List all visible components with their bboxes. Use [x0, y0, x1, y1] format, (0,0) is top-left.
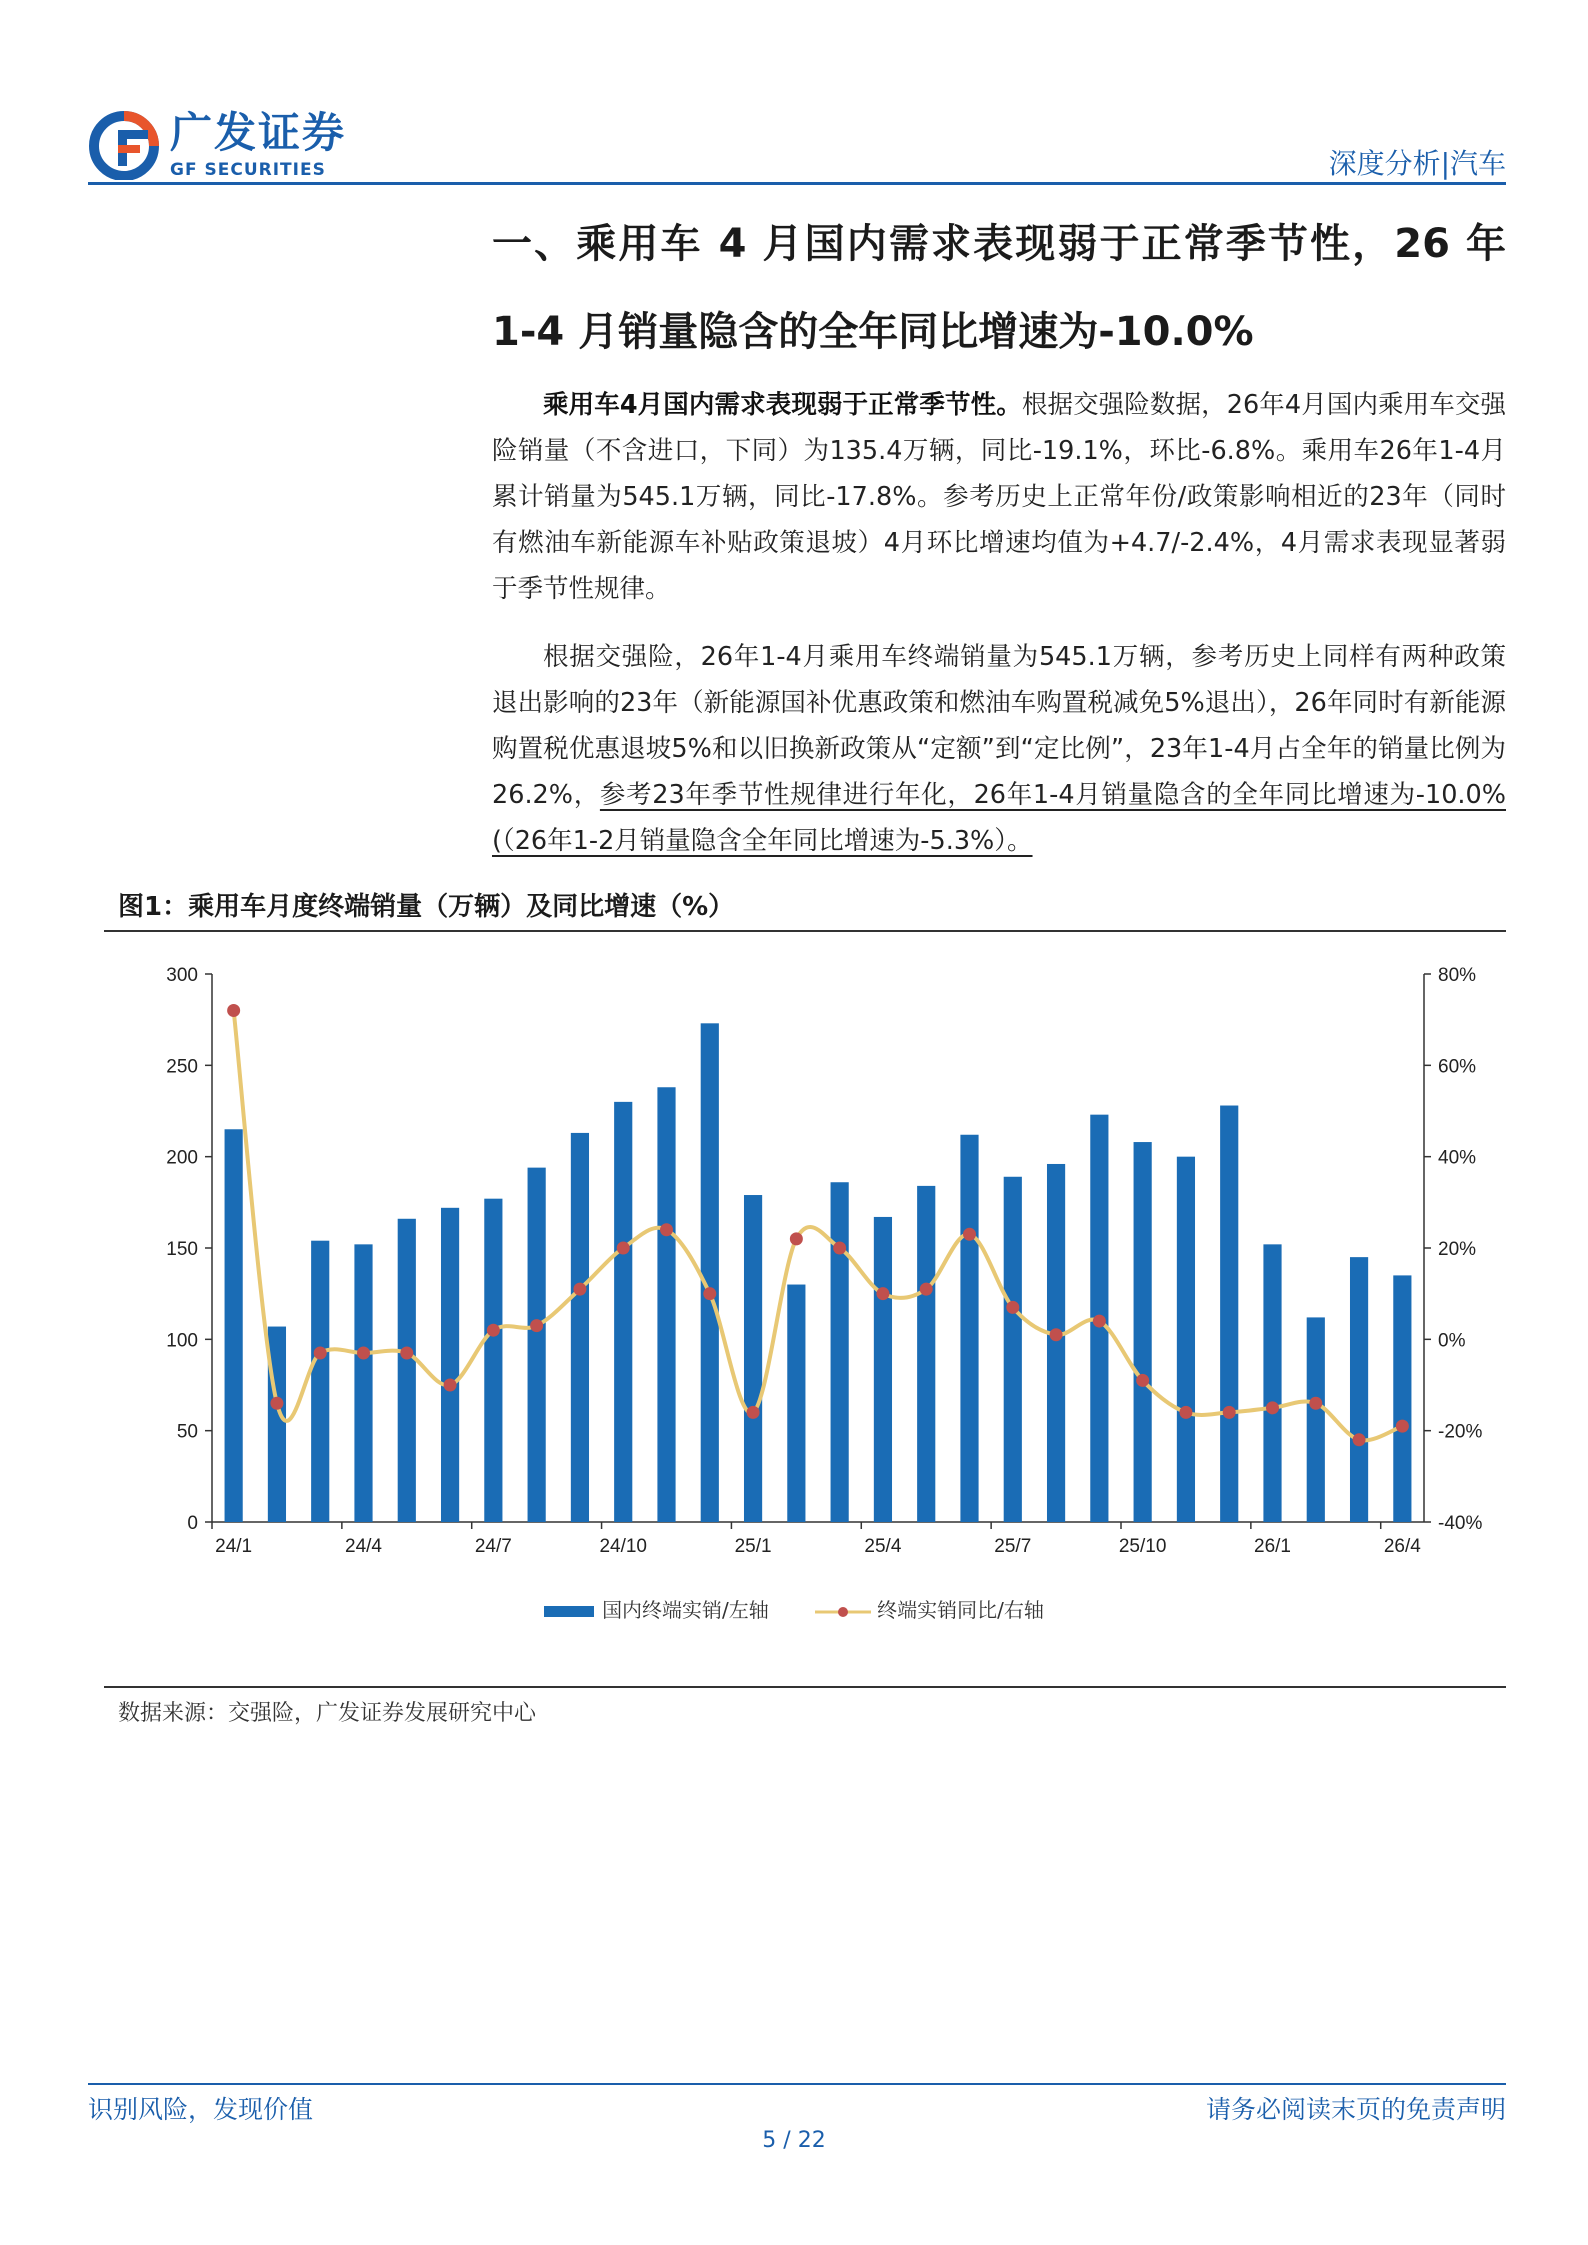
- yoy-point-24/12: [703, 1287, 716, 1300]
- paragraph-2: [492, 634, 1506, 864]
- figure-top-rule: [104, 930, 1506, 932]
- chart-bars: [225, 1023, 1412, 1522]
- yoy-point-25/2: [790, 1232, 803, 1245]
- bar-26/2: [1307, 1317, 1325, 1522]
- bar-25/12: [1220, 1106, 1238, 1522]
- x-tick-label: 25/1: [734, 1536, 772, 1557]
- bar-25/10: [1134, 1142, 1152, 1522]
- paragraph-1: [492, 382, 1506, 612]
- yoy-point-24/10: [617, 1242, 630, 1255]
- y-left-tick-label: 300: [166, 965, 198, 986]
- legend-line-swatch: [815, 1605, 871, 1619]
- yoy-point-24/4: [357, 1347, 370, 1360]
- yoy-point-25/6: [963, 1228, 976, 1241]
- bar-24/1: [225, 1129, 243, 1522]
- bar-24/6: [441, 1208, 459, 1522]
- x-tick-label: 24/7: [474, 1536, 512, 1557]
- footer-divider: [88, 2083, 1506, 2085]
- paragraph-1-body: 根据交强险数据，26年4月国内乘用车交强险销量（不含进口，下同）为135.4万辆，同比-19.1%，环比-6.8%。乘用车26年1-4月累计销量为545.1万辆，同比-17.8%。参考历史上正常年份/政策影响相近的23年（同时有燃油车新能源车补贴政策退坡）4月环比增速均值为+4.7/-2.4%，4月需求表现显著弱于季节性规律。: [492, 390, 1506, 604]
- bar-24/8: [528, 1168, 546, 1522]
- x-tick-label: 26/4: [1383, 1536, 1421, 1557]
- bar-25/5: [917, 1186, 935, 1522]
- figure-title: 图1：乘用车月度终端销量（万辆）及同比增速（%）: [118, 892, 735, 922]
- section-title: 一、乘用车 4 月国内需求表现弱于正常季节性，26 年 1-4 月销量隐含的全年同比增速为-10.0%: [492, 221, 1506, 355]
- x-tick-label: 24/1: [215, 1536, 253, 1557]
- y-left-tick-label: 200: [166, 1147, 198, 1169]
- figure-bottom-rule: [104, 1686, 1506, 1688]
- footer-slogan: 识别风险，发现价值: [88, 2095, 314, 2124]
- bar-25/6: [960, 1135, 978, 1522]
- report-category: 深度分析|汽车: [1328, 147, 1506, 180]
- yoy-point-24/2: [270, 1397, 283, 1410]
- yoy-point-24/11: [660, 1223, 673, 1236]
- yoy-point-24/3: [314, 1347, 327, 1360]
- x-tick-label: 26/1: [1254, 1536, 1291, 1557]
- data-source: 数据来源：交强险，广发证券发展研究中心: [118, 1701, 537, 1726]
- brand-name-en: GF SECURITIES: [170, 160, 326, 180]
- legend-bar-swatch: [544, 1606, 594, 1617]
- y-left-tick-label: 0: [187, 1513, 198, 1534]
- page-number: 5 / 22: [762, 2128, 826, 2153]
- chart-legend: [0, 1594, 1588, 1623]
- bar-24/9: [571, 1133, 589, 1522]
- y-right-tick-label: 80%: [1438, 965, 1477, 986]
- yoy-point-24/7: [487, 1324, 500, 1337]
- header-divider: [88, 182, 1506, 185]
- paragraph-1-lead: 乘用车4月国内需求表现弱于正常季节性。: [543, 390, 1022, 420]
- y-left-tick-label: 250: [166, 1056, 198, 1078]
- bar-25/3: [831, 1182, 849, 1522]
- brand-name-cn: 广发证券: [170, 108, 347, 157]
- bar-25/8: [1047, 1164, 1065, 1522]
- paragraph-2-body: 根据交强险，26年1-4月乘用车终端销量为545.1万辆，参考历史上同样有两种政策退出影响的23年（新能源国补优惠政策和燃油车购置税减免5%退出），26年同时有新能源购置税优惠退坡5%和以旧换新政策从“定额”到“定比例”，23年1-4月占全年的销量比例为26.2%，: [492, 642, 1506, 810]
- y-right-tick-label: -20%: [1438, 1421, 1483, 1443]
- legend-item-line: [815, 1594, 1044, 1623]
- yoy-point-25/1: [747, 1406, 760, 1419]
- y-left-tick-label: 100: [166, 1330, 198, 1352]
- y-right-tick-label: 0%: [1438, 1330, 1466, 1352]
- legend-item-bar: [544, 1594, 769, 1623]
- bar-24/7: [484, 1199, 502, 1522]
- yoy-point-25/9: [1093, 1315, 1106, 1328]
- yoy-point-24/6: [444, 1379, 457, 1392]
- yoy-point-25/4: [876, 1287, 889, 1300]
- bar-24/10: [614, 1102, 632, 1522]
- bar-25/1: [744, 1195, 762, 1522]
- bar-25/11: [1177, 1157, 1195, 1522]
- yoy-point-26/3: [1353, 1433, 1366, 1446]
- y-left-tick-label: 50: [176, 1421, 198, 1443]
- yoy-point-25/12: [1223, 1406, 1236, 1419]
- bar-24/11: [657, 1087, 675, 1522]
- yoy-point-26/1: [1266, 1401, 1279, 1414]
- bar-24/4: [354, 1244, 372, 1522]
- x-tick-label: 25/4: [864, 1536, 902, 1557]
- bar-26/1: [1263, 1244, 1281, 1522]
- yoy-point-26/2: [1309, 1397, 1322, 1410]
- yoy-point-25/7: [1006, 1301, 1019, 1314]
- paragraph-2-conclusion: 参考23年季节性规律进行年化，26年1-4月销量隐含的全年同比增速为-10.0%(（26年1-2月销量隐含全年同比增速为-5.3%）。: [492, 780, 1506, 856]
- y-right-tick-label: 40%: [1438, 1147, 1477, 1169]
- bar-25/7: [1004, 1177, 1022, 1522]
- bar-24/12: [701, 1023, 719, 1522]
- yoy-point-24/1: [227, 1004, 240, 1017]
- sales-chart: [104, 940, 1506, 1590]
- yoy-point-25/8: [1050, 1328, 1063, 1341]
- legend-bar-label: 国内终端实销/左轴: [602, 1598, 769, 1622]
- bar-24/3: [311, 1241, 329, 1522]
- x-tick-label: 25/7: [994, 1536, 1032, 1557]
- bar-25/4: [874, 1217, 892, 1522]
- bar-26/4: [1393, 1275, 1411, 1522]
- footer-disclaimer-link[interactable]: 请务必阅读末页的免责声明: [1205, 2095, 1506, 2124]
- yoy-point-25/11: [1179, 1406, 1192, 1419]
- y-right-tick-label: 60%: [1438, 1056, 1477, 1078]
- yoy-point-24/5: [400, 1347, 413, 1360]
- x-tick-label: 24/4: [345, 1536, 382, 1557]
- y-right-tick-label: 20%: [1438, 1239, 1477, 1260]
- x-tick-label: 25/10: [1118, 1536, 1167, 1557]
- bar-24/5: [398, 1219, 416, 1522]
- yoy-point-25/10: [1136, 1374, 1149, 1387]
- bar-25/2: [787, 1285, 805, 1522]
- legend-line-label: 终端实销同比/右轴: [877, 1598, 1044, 1622]
- x-tick-label: 24/10: [599, 1536, 647, 1557]
- gf-logo-icon: [88, 108, 160, 180]
- bar-26/3: [1350, 1257, 1368, 1522]
- yoy-point-25/5: [920, 1283, 933, 1296]
- yoy-point-24/9: [573, 1283, 586, 1296]
- yoy-point-26/4: [1396, 1420, 1409, 1433]
- y-right-tick-label: -40%: [1438, 1513, 1483, 1534]
- yoy-point-24/8: [530, 1319, 543, 1332]
- chart-axes: [205, 974, 1431, 1529]
- yoy-point-25/3: [833, 1242, 846, 1255]
- y-left-tick-label: 150: [166, 1239, 198, 1260]
